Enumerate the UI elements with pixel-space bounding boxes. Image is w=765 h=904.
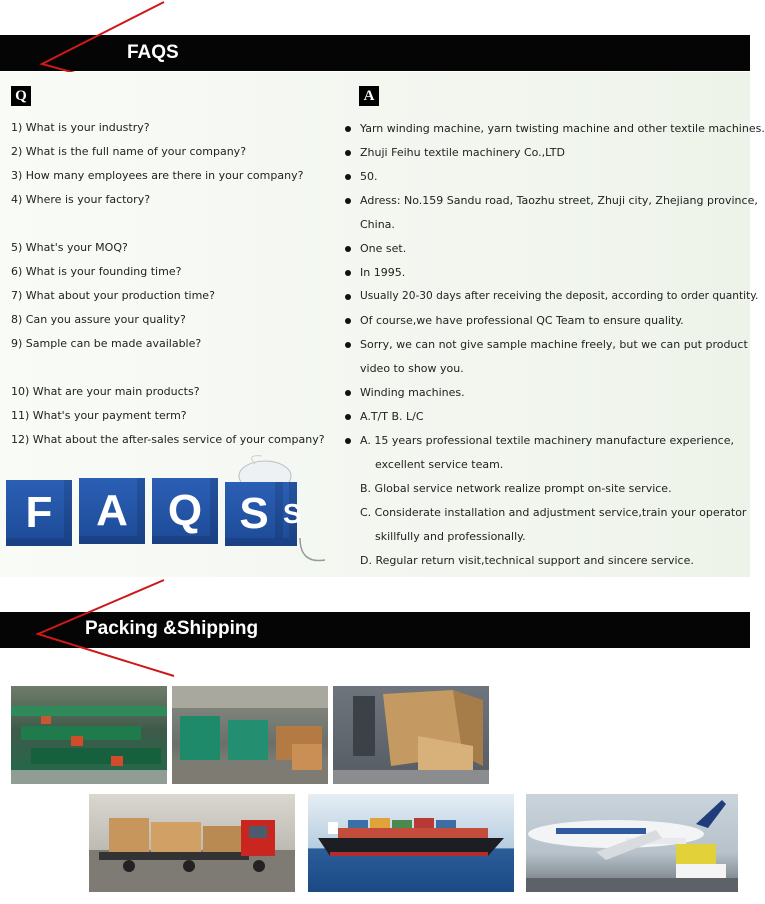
answer-12a-cont: excellent service team. <box>375 458 504 471</box>
q-label: Q <box>11 86 31 106</box>
answer-bullet <box>345 294 351 300</box>
answer-bullet <box>345 342 351 348</box>
answer-12d: D. Regular return visit,technical support and sincere service. <box>360 554 694 567</box>
answer-7: Usually 20-30 days after receiving the deposit, according to order quantity. <box>360 290 759 302</box>
question-10: 10) What are your main products? <box>11 385 200 398</box>
question-11: 11) What's your payment term? <box>11 409 187 422</box>
answer-bullet <box>345 174 351 180</box>
question-1: 1) What is your industry? <box>11 121 150 134</box>
answer-4: Adress: No.159 Sandu road, Taozhu street, Zhuji city, Zhejiang province, <box>360 194 758 207</box>
question-9: 9) Sample can be made available? <box>11 337 202 350</box>
answer-bullet <box>345 198 351 204</box>
a-label: A <box>359 86 379 106</box>
packing-title: Packing &Shipping <box>85 618 259 639</box>
question-6: 6) What is your founding time? <box>11 265 182 278</box>
question-2: 2) What is the full name of your company? <box>11 145 247 158</box>
answer-bullet <box>345 414 351 420</box>
truck-shipping-photo <box>89 794 295 892</box>
answer-12b: B. Global service network realize prompt on-site service. <box>360 482 672 495</box>
answer-12a: A. 15 years professional textile machinery manufacture experience, <box>360 434 734 447</box>
answer-10: Winding machines. <box>360 386 465 399</box>
question-8: 8) Can you assure your quality? <box>11 313 186 326</box>
answer-5: One set. <box>360 242 407 255</box>
question-12: 12) What about the after-sales service of your company? <box>11 433 325 446</box>
answer-2: Zhuji Feihu textile machinery Co.,LTD <box>360 146 565 159</box>
answer-11: A.T/T B. L/C <box>360 410 424 423</box>
answer-9: Sorry, we can not give sample machine freely, but we can put product <box>360 338 748 351</box>
faq-cube-letter: S <box>225 482 283 546</box>
answer-6: In 1995. <box>360 266 406 279</box>
packed-machines-photo <box>172 686 328 784</box>
answer-12c-cont: skillfully and professionally. <box>375 530 526 543</box>
wooden-crate-photo <box>333 686 489 784</box>
factory-machines-photo <box>11 686 167 784</box>
faq-cube-letter: Q <box>152 478 218 544</box>
faq-cube-letter: A <box>79 478 145 544</box>
answer-bullet <box>345 270 351 276</box>
answer-bullet <box>345 246 351 252</box>
answer-4-cont: China. <box>360 218 395 231</box>
answer-bullet <box>345 150 351 156</box>
question-4: 4) Where is your factory? <box>11 193 151 206</box>
faq-cubes-graphic <box>0 452 330 572</box>
answer-bullet <box>345 438 351 444</box>
air-cargo-photo <box>526 794 738 892</box>
answer-9-cont: video to show you. <box>360 362 464 375</box>
question-3: 3) How many employees are there in your company? <box>11 169 304 182</box>
cargo-ship-photo <box>308 794 514 892</box>
faq-title: FAQS <box>127 42 179 63</box>
answer-bullet <box>345 390 351 396</box>
answer-8: Of course,we have professional QC Team to ensure quality. <box>360 314 684 327</box>
question-7: 7) What about your production time? <box>11 289 215 302</box>
faq-cube-letter: S <box>283 482 297 546</box>
answer-1: Yarn winding machine, yarn twisting machine and other textile machines. <box>360 122 765 135</box>
answer-3: 50. <box>360 170 378 183</box>
answer-bullet <box>345 126 351 132</box>
faq-cube-letter: F <box>6 480 72 546</box>
answer-12c: C. Considerate installation and adjustment service,train your operator <box>360 506 747 519</box>
question-5: 5) What's your MOQ? <box>11 241 128 254</box>
answer-bullet <box>345 318 351 324</box>
